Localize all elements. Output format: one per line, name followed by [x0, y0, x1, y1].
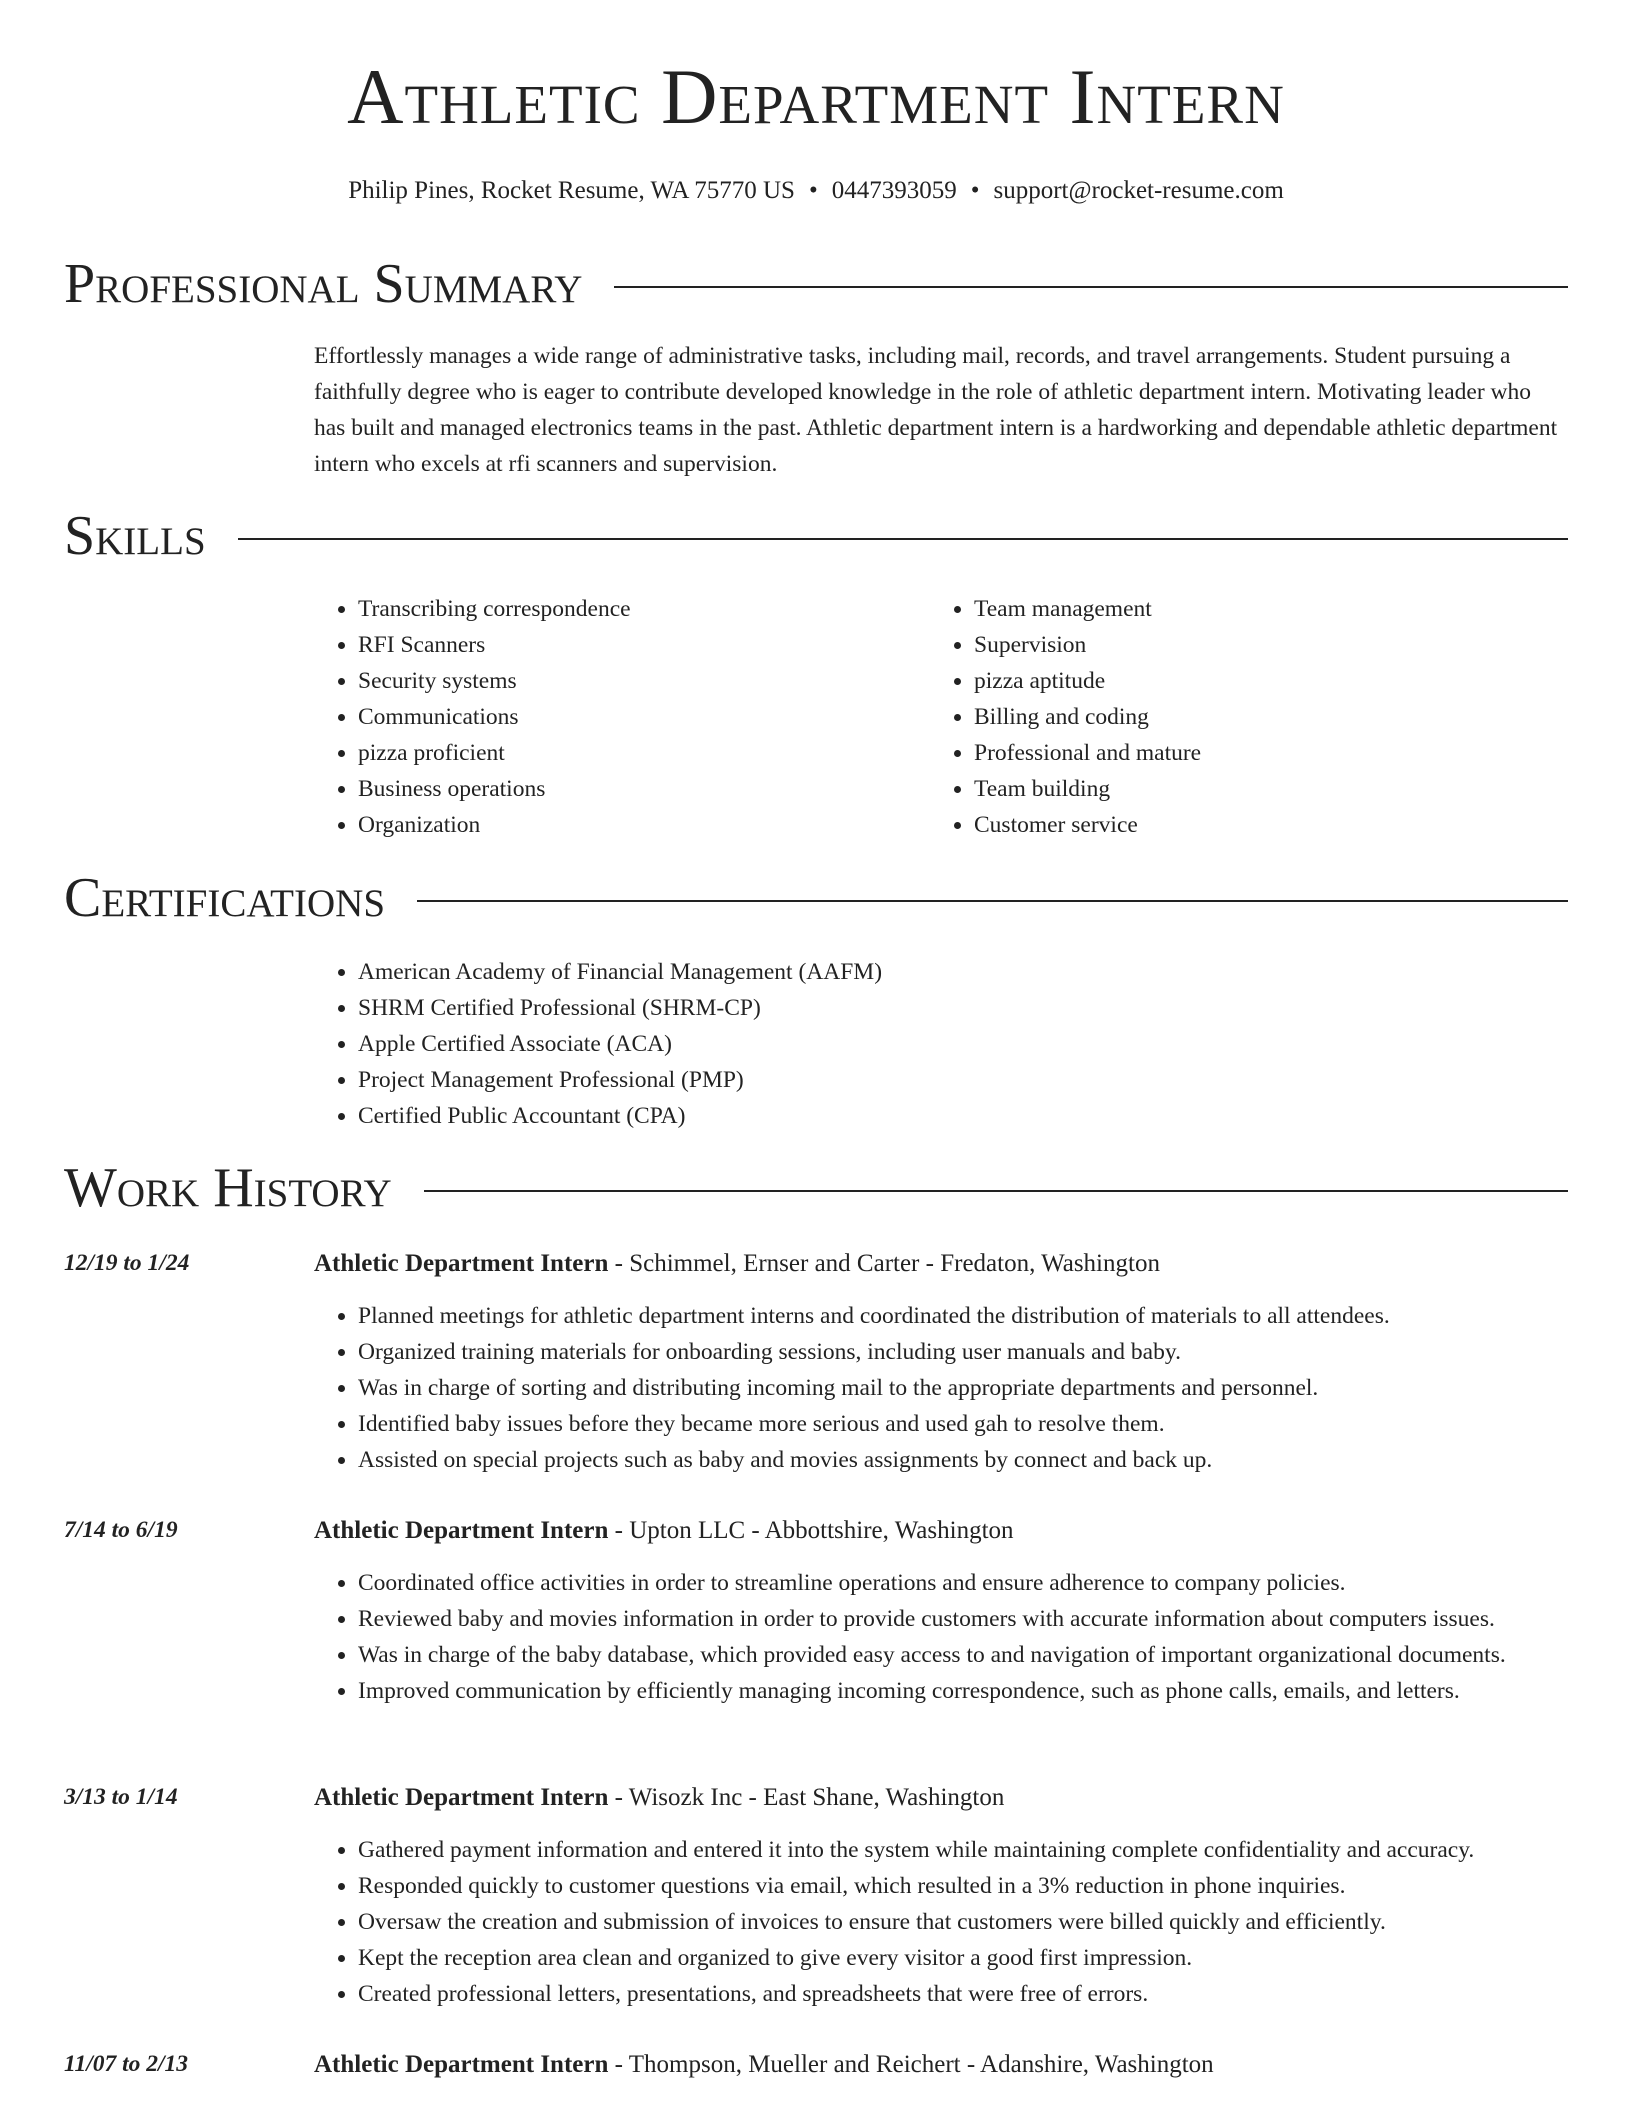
job-employer: - Wisozk Inc - East Shane, Washington: [608, 1784, 1005, 1811]
skill-item: • pizza proficient: [358, 735, 914, 771]
job-bullet: • Gathered payment information and entered it into the system while maintaining complete confidentiality and accuracy.: [358, 1832, 1568, 1868]
job-bullet-list: [314, 1565, 1568, 1709]
contact-phone: 0447393059: [831, 177, 957, 204]
certification-item: • American Academy of Financial Management (AAFM): [358, 954, 1568, 990]
job-bullet-list: [314, 1298, 1568, 1478]
skill-item: • Security systems: [358, 663, 914, 699]
section-divider: [417, 900, 1568, 902]
skills-left-column: [314, 591, 914, 843]
skills-section-heading: [64, 506, 1568, 566]
skill-item: • Transcribing correspondence: [358, 591, 914, 627]
job-bullet: • Responded quickly to customer questions via email, which resulted in a 3% reduction in phone inquiries.: [358, 1868, 1568, 1904]
summary-section-heading: [64, 254, 1568, 314]
job-heading: [314, 1251, 1568, 1276]
job-bullet: • Was in charge of sorting and distributing incoming mail to the appropriate departments and personnel.: [358, 1370, 1568, 1406]
contact-address: Philip Pines, Rocket Resume, WA 75770 US: [348, 177, 795, 204]
job-bullet: • Created professional letters, presentations, and spreadsheets that were free of errors.: [358, 1976, 1568, 2012]
skill-item: • Team management: [974, 591, 1530, 627]
job-bullet: • Assisted on special projects such as baby and movies assignments by connect and back up.: [358, 1442, 1568, 1478]
job-bullet: • Improved communication by efficiently managing incoming correspondence, such as phone calls, emails, and letters.: [358, 1673, 1568, 1709]
section-divider: [424, 1190, 1568, 1192]
work-section-heading: [64, 1158, 1568, 1218]
skills-list-left: [314, 591, 914, 843]
skills-list-right: [930, 591, 1530, 843]
section-divider: [614, 286, 1568, 288]
job-heading: [314, 2052, 1568, 2077]
job-dates: 3/13 to 1/14: [64, 1784, 178, 1810]
job-heading: [314, 1518, 1568, 1543]
job-bullets-block: [314, 1565, 1568, 1709]
skill-item: • Communications: [358, 699, 914, 735]
job-bullet: • Was in charge of the baby database, which provided easy access to and navigation of important organizational documents.: [358, 1637, 1568, 1673]
job-dates: 11/07 to 2/13: [64, 2051, 189, 2077]
contact-email: support@rocket-resume.com: [993, 177, 1284, 204]
job-heading: [314, 1785, 1568, 1810]
skill-item: • Billing and coding: [974, 699, 1530, 735]
skill-item: • pizza aptitude: [974, 663, 1530, 699]
certifications-list: [314, 954, 1568, 1134]
work-heading: Work History: [64, 1157, 392, 1219]
certification-item: • SHRM Certified Professional (SHRM-CP): [358, 990, 1568, 1026]
skills-right-column: [930, 591, 1530, 843]
skill-item: • Professional and mature: [974, 735, 1530, 771]
skill-item: • Organization: [358, 807, 914, 843]
certifications-heading: Certifications: [64, 867, 386, 929]
summary-text: Effortlessly manages a wide range of administrative tasks, including mail, records, and travel arrangements. Student pursuing a faithfully degree who is eager to contribute developed knowledge in the role of athletic department intern. Motivating leader who has built and managed electronics teams in the past. Athletic department intern is a hardworking and dependable athletic department intern who excels at rfi scanners and supervision.: [314, 343, 1558, 477]
job-employer: - Thompson, Mueller and Reichert - Adanshire, Washington: [608, 2051, 1214, 2078]
skills-heading: Skills: [64, 505, 206, 567]
job-bullet: • Planned meetings for athletic department interns and coordinated the distribution of materials to all attendees.: [358, 1298, 1568, 1334]
resume-title: Athletic Department Intern: [347, 53, 1285, 140]
contact-line: [0, 178, 1632, 203]
job-bullets-block: [314, 1832, 1568, 2012]
job-title: Athletic Department Intern: [314, 2051, 609, 2078]
skill-item: • Supervision: [974, 627, 1530, 663]
certification-item: • Apple Certified Associate (ACA): [358, 1026, 1568, 1062]
skill-item: • Business operations: [358, 771, 914, 807]
job-bullet: • Identified baby issues before they became more serious and used gah to resolve them.: [358, 1406, 1568, 1442]
job-bullet: • Kept the reception area clean and organized to give every visitor a good first impression.: [358, 1940, 1568, 1976]
job-bullet: • Oversaw the creation and submission of invoices to ensure that customers were billed quickly and efficiently.: [358, 1904, 1568, 1940]
job-bullets-block: [314, 1298, 1568, 1478]
job-employer: - Upton LLC - Abbottshire, Washington: [608, 1517, 1014, 1544]
job-employer: - Schimmel, Ernser and Carter - Fredaton, Washington: [608, 1250, 1160, 1277]
certifications-block: [314, 954, 1568, 1134]
job-dates: 7/14 to 6/19: [64, 1517, 178, 1543]
job-title: Athletic Department Intern: [314, 1784, 609, 1811]
contact-separator: •: [970, 177, 980, 204]
summary-heading: Professional Summary: [64, 253, 583, 315]
job-title: Athletic Department Intern: [314, 1517, 609, 1544]
job-bullet-list: [314, 1832, 1568, 2012]
job-bullet: • Reviewed baby and movies information in order to provide customers with accurate information about computers issues.: [358, 1601, 1568, 1637]
certifications-section-heading: [64, 868, 1568, 928]
certification-item: • Certified Public Accountant (CPA): [358, 1098, 1568, 1134]
certification-item: • Project Management Professional (PMP): [358, 1062, 1568, 1098]
job-bullet: • Organized training materials for onboarding sessions, including user manuals and baby.: [358, 1334, 1568, 1370]
skill-item: • Team building: [974, 771, 1530, 807]
job-dates: 12/19 to 1/24: [64, 1250, 190, 1276]
section-divider: [238, 538, 1568, 540]
job-bullet: • Coordinated office activities in order to streamline operations and ensure adherence to company policies.: [358, 1565, 1568, 1601]
skill-item: • RFI Scanners: [358, 627, 914, 663]
skill-item: • Customer service: [974, 807, 1530, 843]
job-title: Athletic Department Intern: [314, 1250, 609, 1277]
contact-separator: •: [808, 177, 818, 204]
